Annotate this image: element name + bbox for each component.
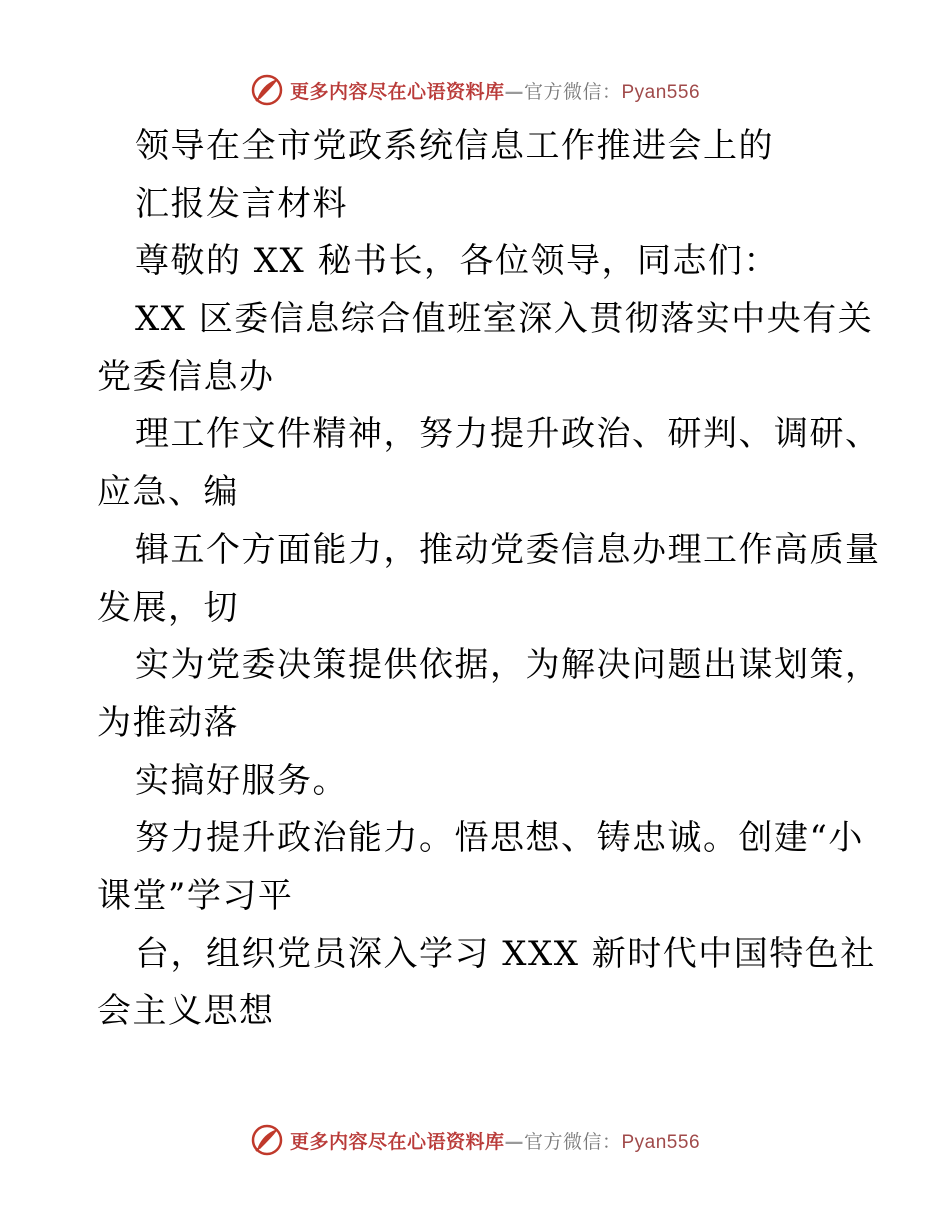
doc-line: 党委信息办 — [97, 356, 275, 397]
doc-line: 课堂”学习平 — [97, 875, 294, 916]
pen-logo-icon — [250, 1123, 284, 1157]
doc-line: 领导在全市党政系统信息工作推进会上的 — [135, 126, 774, 166]
doc-line: 应急、编 — [97, 472, 239, 513]
doc-line: 尊敬的 XX 秘书长，各位领导，同志们： — [135, 241, 780, 282]
doc-line: 努力提升政治能力。悟思想、铸忠诚。创建“小 — [135, 818, 864, 859]
watermark-wechat-id: Pyan556 — [621, 1131, 701, 1153]
doc-line: 为推动落 — [97, 702, 239, 743]
watermark-text — [290, 1127, 700, 1154]
footer-watermark — [0, 1120, 950, 1160]
doc-line: 实搞好服务。 — [135, 760, 348, 801]
pen-logo-icon — [250, 73, 284, 107]
watermark-wechat-label: 官方微信： — [523, 80, 622, 103]
watermark-wechat-label: 官方微信： — [523, 1130, 622, 1153]
watermark-dash: — — [504, 80, 524, 103]
doc-line: 实为党委决策提供依据，为解决问题出谋划策， — [135, 645, 881, 686]
watermark-main: 更多内容尽在心语资料库 — [289, 80, 505, 103]
watermark-text — [290, 77, 700, 104]
doc-line: 发展，切 — [97, 587, 239, 628]
doc-line: 会主义思想 — [97, 991, 275, 1032]
watermark-dash: — — [504, 1130, 524, 1153]
document-body — [97, 118, 881, 1041]
header-watermark — [0, 70, 950, 110]
doc-line: 辑五个方面能力，推动党委信息办理工作高质量 — [135, 529, 881, 570]
doc-line: 理工作文件精神，努力提升政治、研判、调研、 — [135, 414, 881, 455]
doc-line: 台，组织党员深入学习 XXX 新时代中国特色社 — [135, 933, 876, 974]
watermark-main: 更多内容尽在心语资料库 — [289, 1130, 505, 1153]
doc-line: XX 区委信息综合值班室深入贯彻落实中央有关 — [135, 299, 874, 340]
doc-line: 汇报发言材料 — [135, 183, 348, 224]
watermark-wechat-id: Pyan556 — [621, 81, 701, 103]
